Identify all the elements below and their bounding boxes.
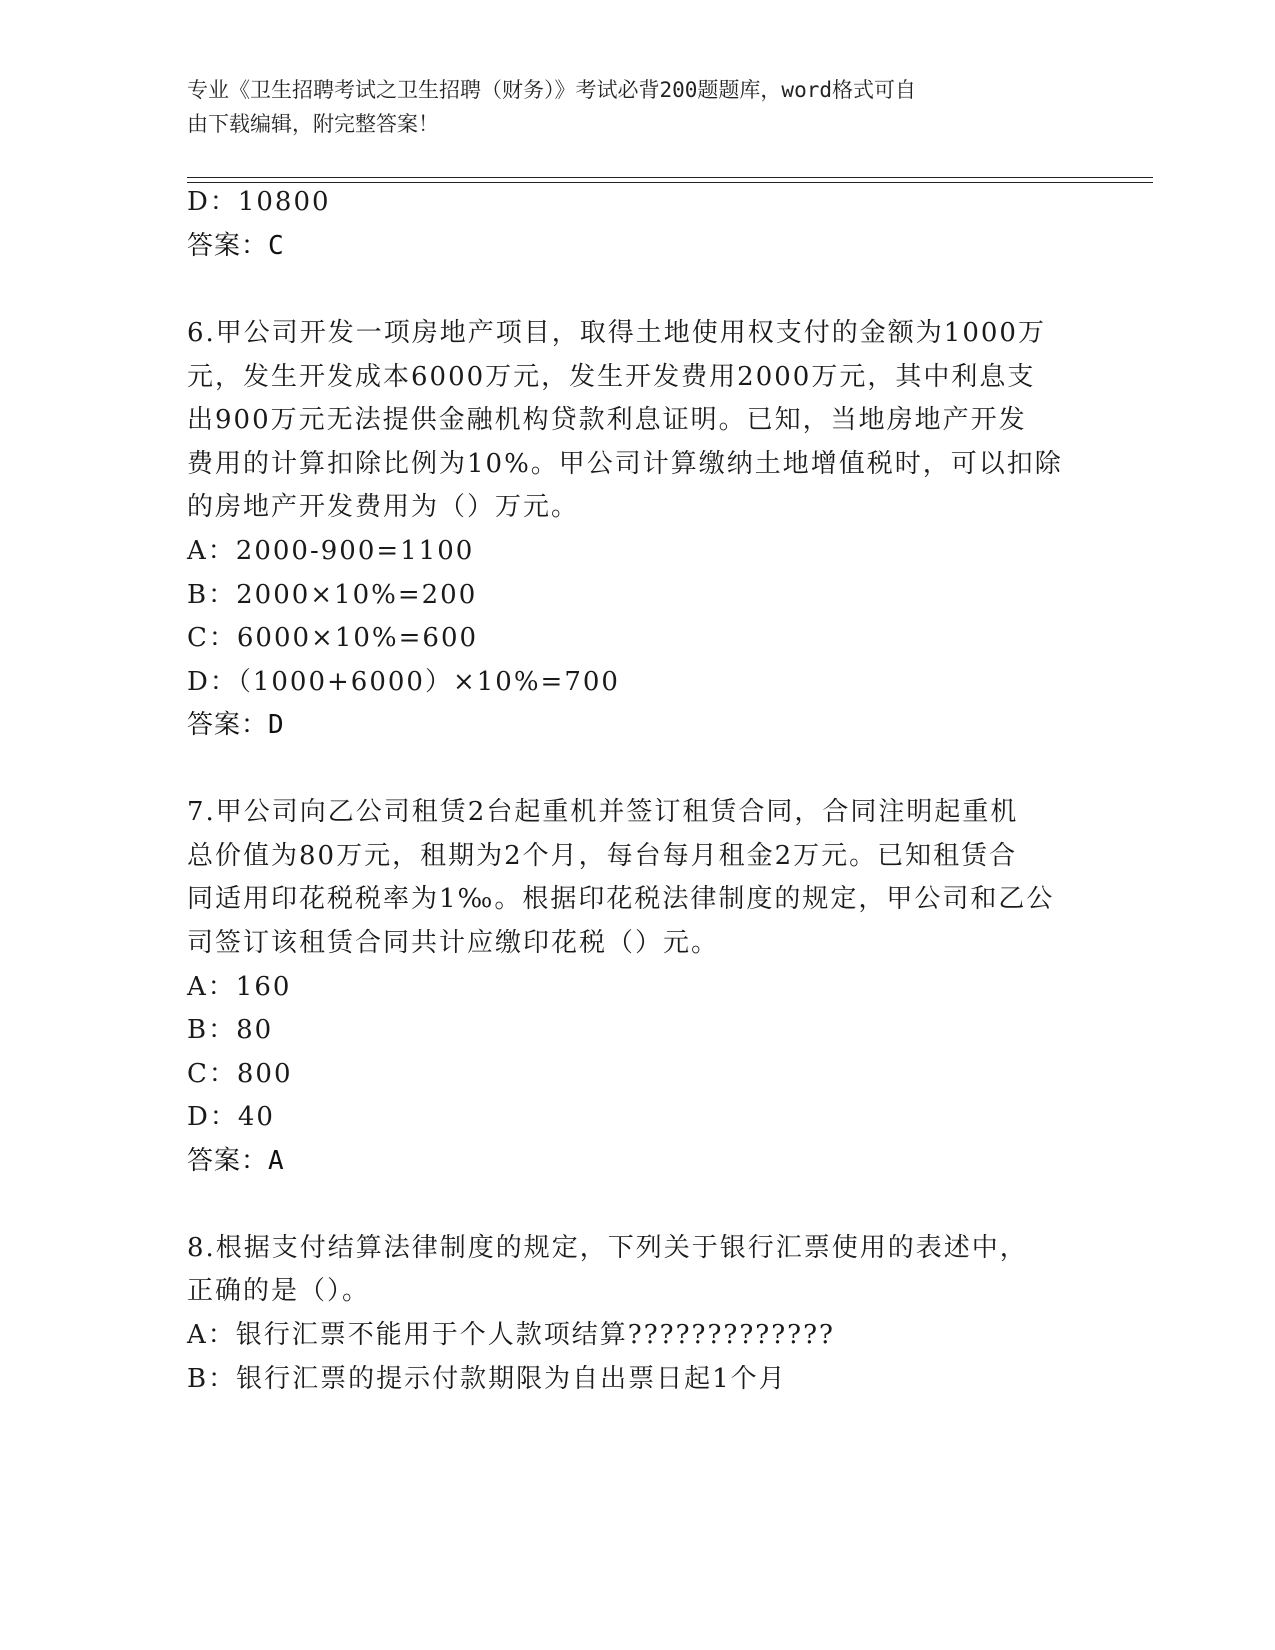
question-7-line-3: 同适用印花税税率为1‰。根据印花税法律制度的规定，甲公司和乙公: [187, 884, 1055, 914]
header-line-2: 由下载编辑，附完整答案！: [187, 112, 439, 136]
question-8-line-1: 8.根据支付结算法律制度的规定，下列关于银行汇票使用的表述中，: [187, 1233, 1028, 1263]
question-7-option-a: A：160: [187, 972, 292, 1002]
question-6-line-5: 的房地产开发费用为（）万元。: [187, 492, 580, 522]
question-6-answer: 答案：D: [187, 710, 285, 740]
question-7-option-b: B：80: [187, 1015, 274, 1045]
question-8-option-a: A：银行汇票不能用于个人款项结算?????????????: [187, 1320, 835, 1350]
question-6-option-a: A：2000-900=1100: [187, 536, 475, 566]
question-6-line-4: 费用的计算扣除比例为10%。甲公司计算缴纳土地增值税时，可以扣除: [187, 449, 1063, 479]
question-6-option-d: D：（1000+6000）×10%=700: [187, 667, 620, 697]
question-6-option-c: C：6000×10%=600: [187, 623, 479, 653]
question-7-line-1: 7.甲公司向乙公司租赁2台起重机并签订租赁合同，合同注明起重机: [187, 797, 1019, 827]
question-7-option-d: D：40: [187, 1102, 275, 1132]
header-line-1: 专业《卫生招聘考试之卫生招聘（财务）》考试必背200题题库，word格式可自: [187, 78, 916, 102]
prev-answer: 答案：C: [187, 231, 285, 261]
question-7-line-2: 总价值为80万元，租期为2个月，每台每月租金2万元。已知租赁合: [187, 841, 1018, 871]
prev-option-d: D：10800: [187, 187, 331, 217]
question-7-option-c: C：800: [187, 1059, 293, 1089]
question-6-line-2: 元，发生开发成本6000万元，发生开发费用2000万元，其中利息支: [187, 362, 1036, 392]
question-8-option-b: B：银行汇票的提示付款期限为自出票日起1个月: [187, 1364, 787, 1394]
question-6-line-1: 6.甲公司开发一项房地产项目，取得土地使用权支付的金额为1000万: [187, 318, 1046, 348]
question-7-line-4: 司签订该租赁合同共计应缴印花税（）元。: [187, 928, 720, 958]
question-8-line-2: 正确的是（）。: [187, 1276, 371, 1306]
document-header: [187, 73, 1077, 141]
header-divider-top: [187, 177, 1153, 178]
question-6-line-3: 出900万元无法提供金融机构贷款利息证明。已知，当地房地产开发: [187, 405, 1027, 435]
question-6-option-b: B：2000×10%=200: [187, 580, 478, 610]
question-7-answer: 答案：A: [187, 1146, 285, 1176]
header-divider-bottom: [187, 182, 1153, 183]
